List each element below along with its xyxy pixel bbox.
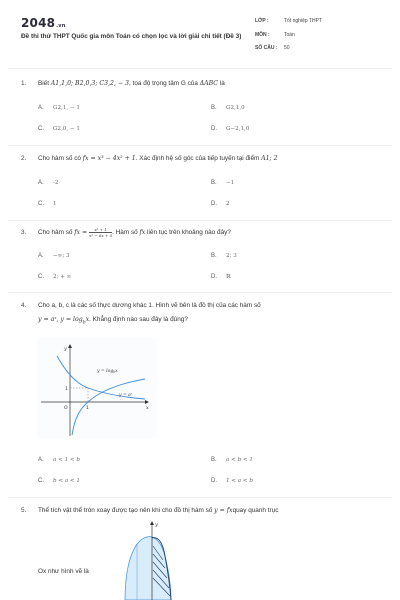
question-5-line2: Ox như hình vẽ là bbox=[38, 568, 89, 575]
q4-y-label: y bbox=[64, 346, 67, 352]
question-3: 3. Cho hàm số fx = $\frac{\text{x² + 1}}{\text{x² − 6x + 5}}$ . Hàm số fx liên tục trên khoảng nào đây? bbox=[21, 227, 231, 238]
q4-log-label: $y = \log_bx$ bbox=[97, 369, 118, 375]
q2-option-d[interactable]: D. 2 bbox=[211, 201, 230, 207]
q4-option-c[interactable]: C. b < a < 1 bbox=[38, 478, 80, 484]
q2-option-a[interactable]: A. -2 bbox=[38, 180, 59, 186]
q4-one-x-label: 1 bbox=[86, 406, 89, 411]
q4-one-y-label: 1 bbox=[65, 387, 68, 392]
q5-y-label: y bbox=[155, 522, 158, 528]
q3-option-d[interactable]: D. ℝ bbox=[211, 274, 231, 280]
q4-exp-label: y = aˣ bbox=[119, 393, 133, 398]
question-2: 2. Cho hàm số có fx = x³ − 4x² + 1. Xác định hệ số góc của tiếp tuyến tại điểm A1; 2 bbox=[21, 155, 278, 162]
q1-option-b[interactable]: B. G2,1,0 bbox=[211, 105, 245, 111]
q1-option-c[interactable]: C. G2,0, − 1 bbox=[38, 126, 80, 132]
q4-divider bbox=[8, 497, 392, 498]
question-5: 5. Thể tích vật thể tròn xoay được tạo nên khi cho đồ thị hàm số y = fxquay quanh trục bbox=[21, 507, 279, 514]
q3-divider bbox=[8, 292, 392, 293]
q4-graph-background bbox=[37, 338, 157, 438]
header-divider bbox=[8, 68, 392, 69]
q1-option-d[interactable]: D. G−2,1,0 bbox=[211, 126, 250, 132]
meta-question-count: SỐ CÂU : 50 bbox=[255, 45, 290, 51]
q5-graph bbox=[107, 516, 197, 600]
q5-solid-region bbox=[125, 537, 171, 600]
q3-option-c[interactable]: C. 2; + ∞ bbox=[38, 274, 72, 280]
q5-y-axis-arrow bbox=[150, 521, 154, 525]
question-4-line2: y = aˣ, $y = \log_bx$. Khẳng định nào sau đây là đúng? bbox=[38, 316, 188, 326]
q2-option-b[interactable]: B. −1 bbox=[211, 180, 235, 186]
q3-fraction: $\frac{\text{x² + 1}}{\text{x² − 6x + 5}}$ bbox=[89, 227, 113, 238]
q3-option-b[interactable]: B. 2; 3 bbox=[211, 253, 237, 259]
q4-option-a[interactable]: A. a < 1 < b bbox=[38, 457, 80, 463]
q4-x-label: x bbox=[146, 405, 149, 411]
q4-option-b[interactable]: B. a < b < 1 bbox=[211, 457, 253, 463]
q3-option-a[interactable]: A. −∞; 3 bbox=[38, 253, 70, 259]
meta-subject: MÔN : Toán bbox=[255, 32, 295, 38]
q4-origin-label: O bbox=[64, 406, 68, 411]
q1-option-a[interactable]: A. G2,1, − 1 bbox=[38, 105, 80, 111]
q2-divider bbox=[8, 220, 392, 221]
meta-class: LỚP : Tốt nghiệp THPT bbox=[255, 18, 322, 24]
q4-option-d[interactable]: D. 1 < a < b bbox=[211, 478, 253, 484]
q4-graph bbox=[37, 338, 157, 438]
question-1: 1. Biết A1,1,0; B2,0,3; C3,2, − 3, tọa độ trọng tâm G của ΔABC là bbox=[21, 80, 225, 87]
document-title: Đề thi thử THPT Quốc gia môn Toán có chọn lọc và lời giải chi tiết (Đề 3) bbox=[21, 33, 242, 40]
q2-option-c[interactable]: C. 1 bbox=[38, 201, 57, 207]
q1-divider bbox=[8, 145, 392, 146]
site-logo[interactable]: 2048.vn bbox=[21, 16, 66, 30]
question-4: 4. Cho a, b, c là các số thực dương khác 1. Hình vẽ bên là đồ thị của các hàm số bbox=[21, 302, 261, 309]
